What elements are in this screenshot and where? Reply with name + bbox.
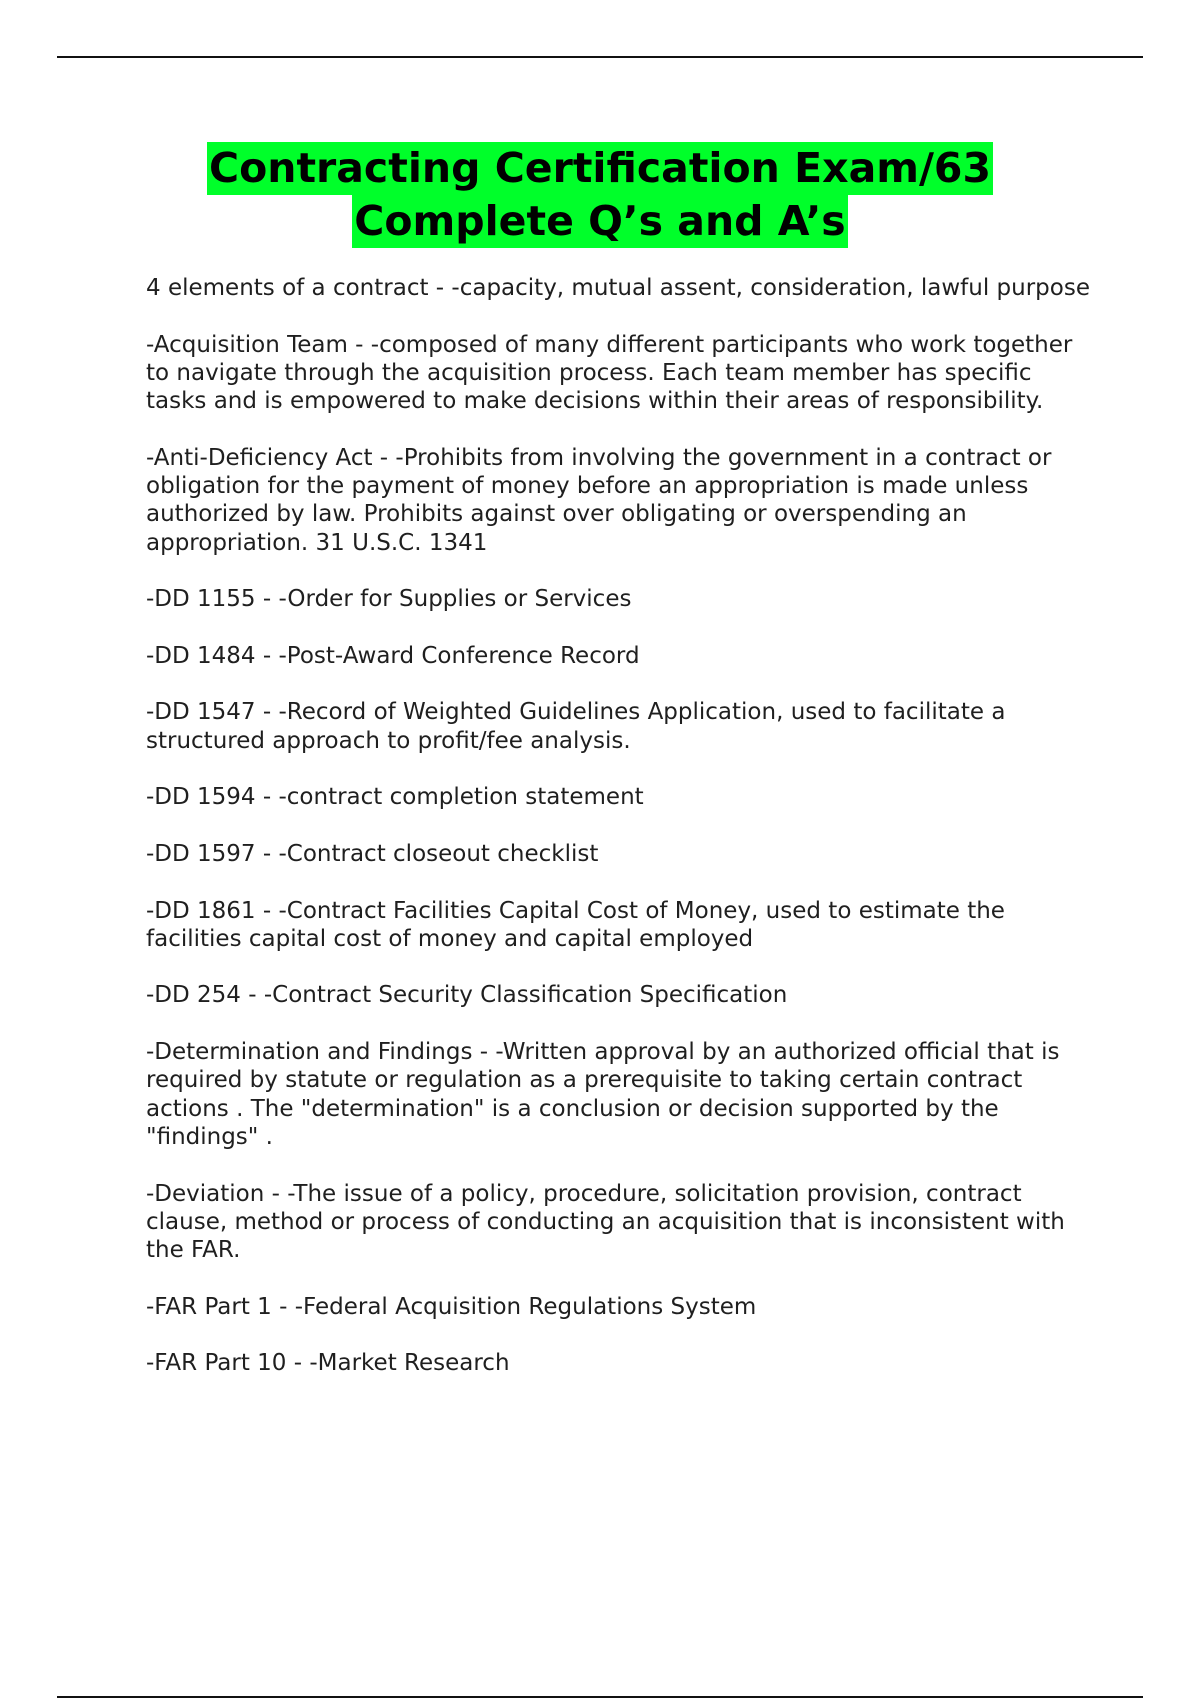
entry-dd-1597: -DD 1597 - -Contract closeout checklist: [146, 840, 599, 867]
entry-far-part-1: -FAR Part 1 - -Federal Acquisition Regulations System: [146, 1293, 757, 1320]
entry-dd-254: -DD 254 - -Contract Security Classification Specification: [146, 982, 788, 1009]
entry-dd-1547: -DD 1547 - -Record of Weighted Guidelines Application, used to facilitate a structured approach to profit/fee analysis.: [146, 699, 1006, 754]
entry-deviation: -Deviation - -The issue of a policy, procedure, solicitation provision, contract clause, method or process of conducting an acquisition that is inconsistent with the FAR.: [146, 1180, 1065, 1264]
entry-dd-1594: -DD 1594 - -contract completion statement: [146, 784, 644, 811]
document-body: [146, 274, 1096, 1406]
entry-contract-elements: 4 elements of a contract - -capacity, mutual assent, consideration, lawful purpose: [146, 275, 1090, 301]
entry-dd-1484: -DD 1484 - -Post-Award Conference Record: [146, 642, 640, 669]
entry-far-part-10: -FAR Part 10 - -Market Research: [146, 1350, 510, 1377]
bottom-divider: [57, 1696, 1143, 1698]
page-title: [100, 142, 1100, 248]
entry-dd-1155: -DD 1155 - -Order for Supplies or Services: [146, 586, 632, 613]
entry-dd-1861: -DD 1861 - -Contract Facilities Capital Cost of Money, used to estimate the facilities capital cost of money and capital employed: [146, 897, 1005, 952]
entry-anti-deficiency-act: -Anti-Deficiency Act - -Prohibits from involving the government in a contract or obligation for the payment of money before an appropriation is made unless authorized by law. Prohibits against over obligating or overspending an appropriation. 31 U.S.C. 1341: [146, 444, 1052, 556]
title-line-2: Complete Q’s and A’s: [352, 195, 847, 248]
entry-acquisition-team: -Acquisition Team - -composed of many different participants who work together to navigate through the acquisition process. Each team member has specific tasks and is empowered to make decisions within their areas of responsibility.: [146, 331, 1073, 415]
entry-determination-and-findings: -Determination and Findings - -Written approval by an authorized official that is required by statute or regulation as a prerequisite to taking certain contract actions . The "determination" is a conclusion or decision supported by the "findings" .: [146, 1039, 1060, 1150]
title-line-1: Contracting Certification Exam/63: [207, 142, 993, 195]
top-divider: [57, 56, 1143, 58]
